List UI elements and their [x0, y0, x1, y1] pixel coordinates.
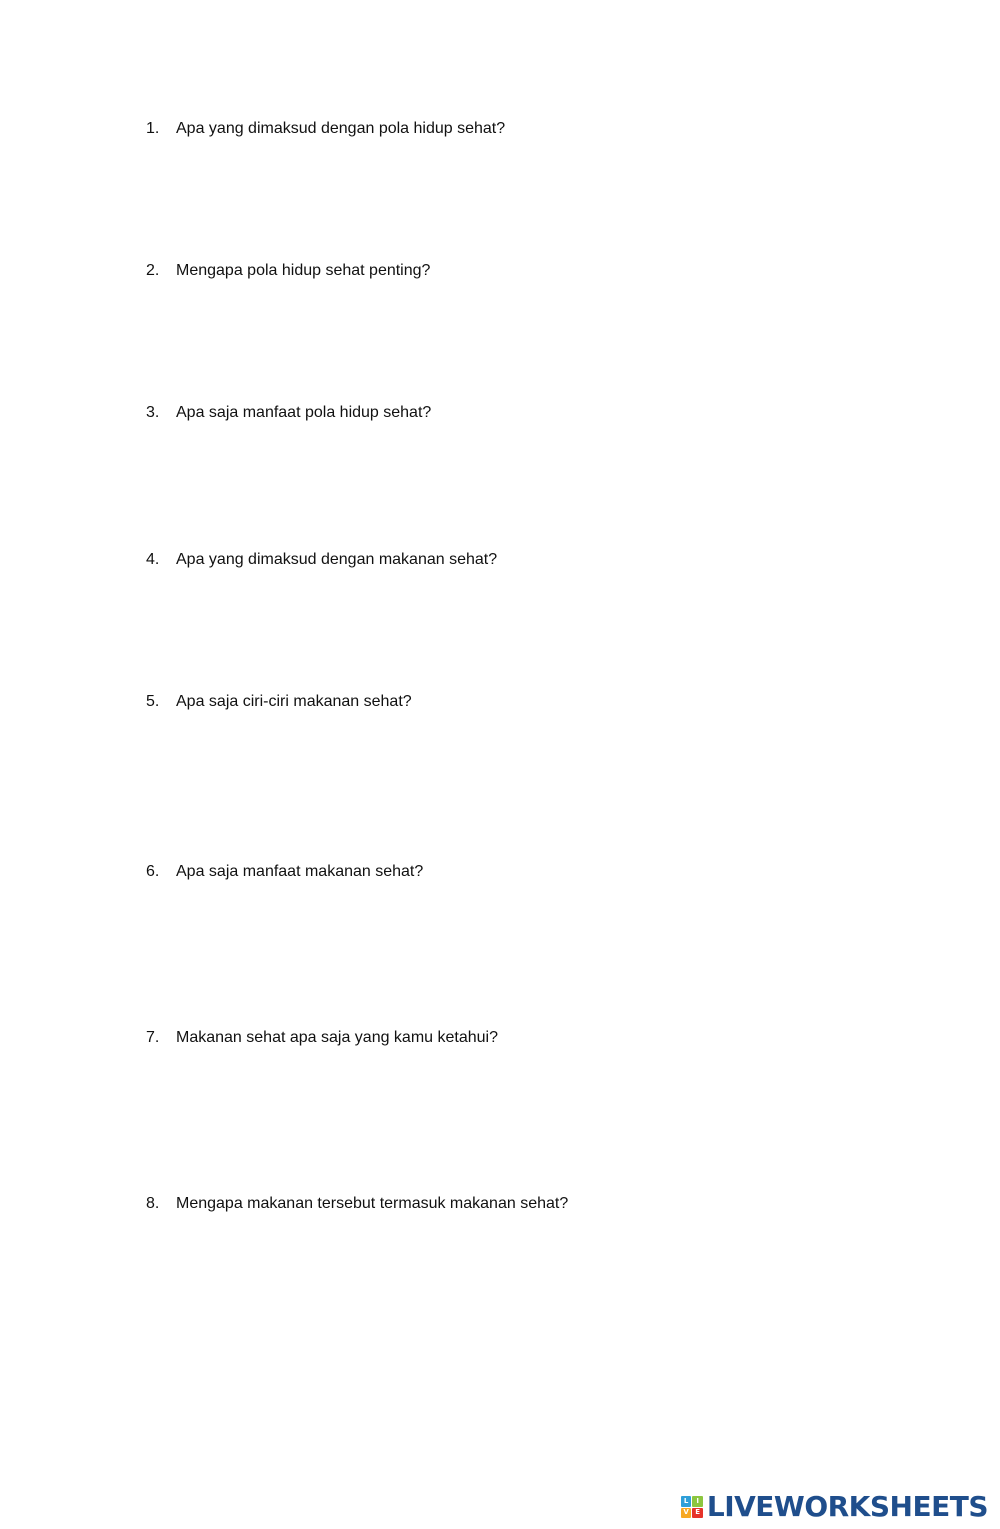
- question-1: [146, 119, 505, 139]
- question-5: [146, 692, 412, 712]
- question-number: 1.: [146, 120, 160, 137]
- question-text: Apa saja manfaat makanan sehat?: [176, 863, 424, 880]
- question-text: Apa saja ciri-ciri makanan sehat?: [176, 693, 412, 710]
- question-number: 2.: [146, 262, 160, 279]
- question-number: 8.: [146, 1195, 160, 1212]
- question-text: Mengapa makanan tersebut termasuk makanan sehat?: [176, 1195, 569, 1212]
- brand-wordmark: LIVEWORKSHEETS: [706, 1490, 988, 1523]
- logo-letter: V: [681, 1508, 692, 1519]
- question-number: 7.: [146, 1029, 160, 1046]
- question-text: Makanan sehat apa saja yang kamu ketahui?: [176, 1029, 498, 1046]
- question-4: [146, 550, 497, 570]
- question-number: 3.: [146, 404, 160, 421]
- logo-letter: E: [692, 1508, 703, 1519]
- question-text: Apa saja manfaat pola hidup sehat?: [176, 404, 432, 421]
- question-8: [146, 1194, 568, 1214]
- question-number: 5.: [146, 693, 160, 710]
- question-number: 6.: [146, 863, 160, 880]
- question-text: Apa yang dimaksud dengan pola hidup sehat?: [176, 120, 506, 137]
- question-number: 4.: [146, 551, 160, 568]
- question-3: [146, 403, 431, 423]
- question-6: [146, 862, 423, 882]
- logo-letter: I: [692, 1496, 703, 1507]
- question-text: Apa yang dimaksud dengan makanan sehat?: [176, 551, 498, 568]
- liveworksheets-logo-icon: [681, 1496, 703, 1518]
- question-7: [146, 1028, 498, 1048]
- question-text: Mengapa pola hidup sehat penting?: [176, 262, 431, 279]
- question-2: [146, 261, 430, 281]
- logo-letter: L: [681, 1496, 692, 1507]
- liveworksheets-brand: [681, 1490, 988, 1523]
